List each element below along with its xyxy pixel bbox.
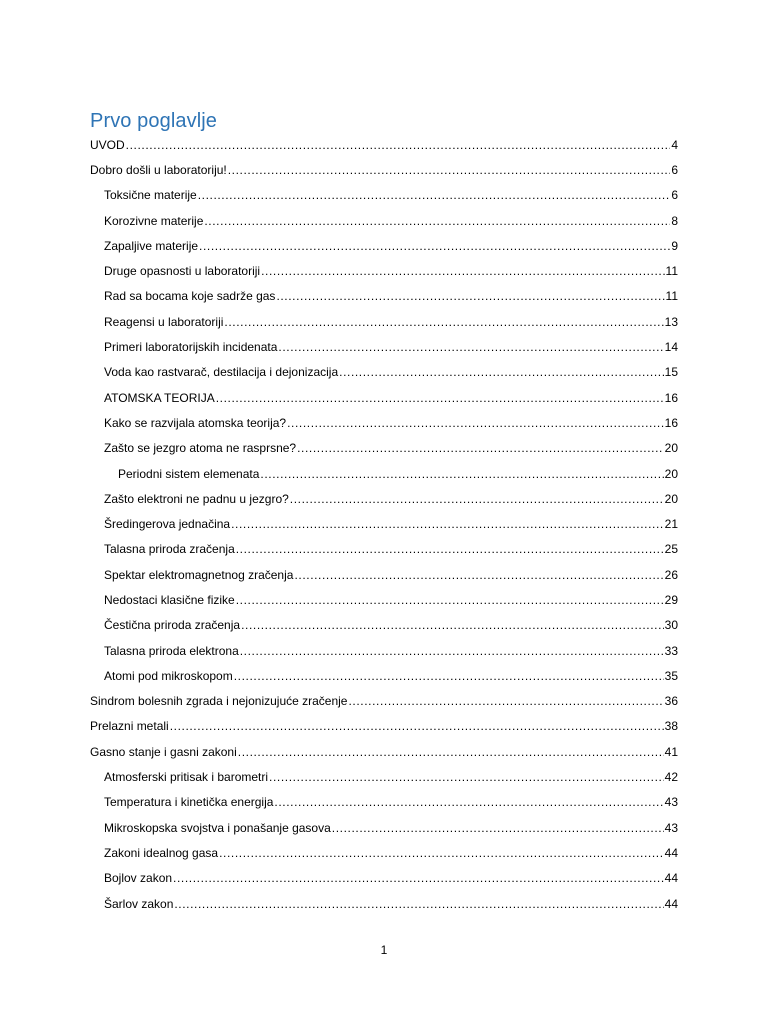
toc-dot-leader xyxy=(278,340,663,354)
toc-entry-link[interactable] xyxy=(104,436,678,461)
toc-entry xyxy=(0,461,768,486)
toc-entry-link[interactable] xyxy=(90,157,678,182)
toc-dot-leader xyxy=(348,694,663,708)
toc-entry-title: Toksične materije xyxy=(104,188,197,203)
toc-entry-page-number: 9 xyxy=(671,238,678,253)
toc-entry xyxy=(0,739,768,764)
toc-dot-leader xyxy=(174,897,663,911)
toc-entry-link[interactable] xyxy=(104,486,678,511)
toc-dot-leader xyxy=(173,871,664,885)
toc-entry-link[interactable] xyxy=(104,537,678,562)
toc-entry-title: Čestična priroda zračenja xyxy=(104,618,241,633)
toc-entry xyxy=(0,385,768,410)
toc-entry-title: Gasno stanje i gasni zakoni xyxy=(90,744,237,759)
toc-entry xyxy=(0,157,768,182)
toc-dot-leader xyxy=(269,770,664,784)
toc-entry xyxy=(0,233,768,258)
toc-entry-title: Prelazni metali xyxy=(90,719,169,734)
toc-entry-link[interactable] xyxy=(104,613,678,638)
toc-entry-link[interactable] xyxy=(90,132,678,157)
toc-entry-title: Mikroskopska svojstva i ponašanje gasova xyxy=(104,820,331,835)
toc-dot-leader xyxy=(290,492,664,506)
toc-entry-title: Temperatura i kinetička energija xyxy=(104,795,274,810)
toc-entry xyxy=(0,790,768,815)
toc-entry-title: Primeri laboratorijskih incidenata xyxy=(104,340,278,355)
toc-entry xyxy=(0,511,768,536)
toc-dot-leader xyxy=(287,416,664,430)
toc-dot-leader xyxy=(274,795,663,809)
toc-dot-leader xyxy=(294,568,663,582)
toc-entry-page-number: 36 xyxy=(664,694,678,709)
toc-entry-link[interactable] xyxy=(104,183,678,208)
toc-entry xyxy=(0,638,768,663)
toc-entry-page-number: 29 xyxy=(664,592,678,607)
toc-entry xyxy=(0,815,768,840)
toc-entry-link[interactable] xyxy=(104,638,678,663)
toc-entry-link[interactable] xyxy=(104,663,678,688)
toc-dot-leader xyxy=(204,214,670,228)
toc-entry xyxy=(0,714,768,739)
toc-entry-title: Šredingerova jednačina xyxy=(104,517,231,532)
toc-entry-title: UVOD xyxy=(90,137,125,152)
toc-entry xyxy=(0,663,768,688)
toc-entry-title: Zakoni idealnog gasa xyxy=(104,845,219,860)
toc-dot-leader xyxy=(332,821,664,835)
toc-entry-link[interactable] xyxy=(118,461,678,486)
toc-entry-page-number: 41 xyxy=(664,744,678,759)
toc-entry-page-number: 6 xyxy=(671,188,678,203)
toc-heading: Prvo poglavlje xyxy=(90,110,218,132)
toc-entry-title: Spektar elektromagnetnog zračenja xyxy=(104,567,294,582)
toc-entry xyxy=(0,587,768,612)
toc-entry-link[interactable] xyxy=(104,511,678,536)
toc-entry-title: Atmosferski pritisak i barometri xyxy=(104,770,269,785)
toc-dot-leader xyxy=(224,315,663,329)
toc-entry xyxy=(0,866,768,891)
toc-dot-leader xyxy=(199,239,670,253)
toc-entry-title: Talasna priroda zračenja xyxy=(104,542,235,557)
toc-entry-page-number: 43 xyxy=(664,820,678,835)
toc-dot-leader xyxy=(228,163,671,177)
toc-entry-link[interactable] xyxy=(104,385,678,410)
toc-entry-page-number: 15 xyxy=(664,365,678,380)
toc-entry-page-number: 30 xyxy=(664,618,678,633)
toc-entry-link[interactable] xyxy=(90,714,678,739)
toc-dot-leader xyxy=(198,188,671,202)
toc-dot-leader xyxy=(276,289,664,303)
toc-entry-page-number: 20 xyxy=(664,441,678,456)
toc-entry xyxy=(0,891,768,916)
toc-entry-page-number: 44 xyxy=(664,896,678,911)
toc-entry-title: Bojlov zakon xyxy=(104,871,173,886)
toc-entry xyxy=(0,537,768,562)
toc-entry-page-number: 38 xyxy=(664,719,678,734)
toc-entry xyxy=(0,183,768,208)
toc-entry-title: Nedostaci klasične fizike xyxy=(104,592,235,607)
toc-entry-page-number: 6 xyxy=(671,162,678,177)
toc-entry-page-number: 42 xyxy=(664,770,678,785)
toc-entry xyxy=(0,284,768,309)
toc-entry-page-number: 26 xyxy=(664,567,678,582)
toc-entry-link[interactable] xyxy=(104,360,678,385)
toc-entry xyxy=(0,840,768,865)
toc-dot-leader xyxy=(216,391,664,405)
toc-entry-link[interactable] xyxy=(104,587,678,612)
toc-entry-title: Reagensi u laboratoriji xyxy=(104,314,224,329)
toc-entry-page-number: 13 xyxy=(664,314,678,329)
toc-dot-leader xyxy=(219,846,664,860)
toc-entry-link[interactable] xyxy=(104,562,678,587)
toc-dot-leader xyxy=(241,618,664,632)
toc-entry-link[interactable] xyxy=(104,815,678,840)
toc-entry-page-number: 35 xyxy=(664,668,678,683)
toc-dot-leader xyxy=(238,745,664,759)
toc-entry xyxy=(0,689,768,714)
toc-entry-link[interactable] xyxy=(104,840,678,865)
toc-dot-leader xyxy=(339,365,664,379)
toc-entry-link[interactable] xyxy=(104,208,678,233)
toc-entry-page-number: 11 xyxy=(665,264,678,279)
toc-dot-leader xyxy=(170,719,664,733)
toc-entry-link[interactable] xyxy=(104,764,678,789)
toc-entry xyxy=(0,410,768,435)
toc-entry-link[interactable] xyxy=(104,866,678,891)
toc-entry-title: Voda kao rastvarač, destilacija i dejonizacija xyxy=(104,365,339,380)
toc-entry-page-number: 25 xyxy=(664,542,678,557)
toc-entry xyxy=(0,562,768,587)
toc-dot-leader xyxy=(126,138,671,152)
toc-entry-page-number: 16 xyxy=(664,415,678,430)
toc-dot-leader xyxy=(236,542,664,556)
toc-entry-link[interactable] xyxy=(104,790,678,815)
toc-entry xyxy=(0,258,768,283)
toc-dot-leader xyxy=(231,517,664,531)
toc-entry-link[interactable] xyxy=(90,689,678,714)
toc-entry-page-number: 8 xyxy=(671,213,678,228)
toc-dot-leader xyxy=(297,441,664,455)
toc-entry-title: Zašto se jezgro atoma ne rasprsne? xyxy=(104,441,297,456)
toc-entry-title: Kako se razvijala atomska teorija? xyxy=(104,415,287,430)
toc-entry-page-number: 11 xyxy=(665,289,678,304)
toc-entry-title: Korozivne materije xyxy=(104,213,204,228)
toc-entry xyxy=(0,436,768,461)
toc-entry-page-number: 44 xyxy=(664,871,678,886)
toc-entry-page-number: 4 xyxy=(671,137,678,152)
toc-entry-page-number: 14 xyxy=(664,340,678,355)
toc-entry-page-number: 44 xyxy=(664,845,678,860)
toc-entry xyxy=(0,613,768,638)
toc-entry xyxy=(0,764,768,789)
toc-entry-title: Rad sa bocama koje sadrže gas xyxy=(104,289,276,304)
toc-dot-leader xyxy=(260,467,663,481)
toc-entry-title: Atomi pod mikroskopom xyxy=(104,668,233,683)
toc-dot-leader xyxy=(240,644,664,658)
toc-entry-title: Dobro došli u laboratoriju! xyxy=(90,162,227,177)
toc-entry xyxy=(0,309,768,334)
toc-entry-page-number: 33 xyxy=(664,643,678,658)
toc-entry xyxy=(0,334,768,359)
toc-entry-page-number: 16 xyxy=(664,390,678,405)
toc-entry-title: Druge opasnosti u laboratoriji xyxy=(104,264,261,279)
toc-entry-link[interactable] xyxy=(90,739,678,764)
toc-entry-link[interactable] xyxy=(104,284,678,309)
toc-entry-title: Sindrom bolesnih zgrada i nejonizujuće zračenje xyxy=(90,694,348,709)
toc-entry-title: Šarlov zakon xyxy=(104,896,174,911)
toc-dot-leader xyxy=(236,593,664,607)
toc-entry-link[interactable] xyxy=(104,410,678,435)
toc-entry-title: Periodni sistem elemenata xyxy=(118,466,260,481)
toc-entry xyxy=(0,132,768,157)
toc-dot-leader xyxy=(234,669,664,683)
toc-entry-page-number: 20 xyxy=(664,466,678,481)
toc-entry-link[interactable] xyxy=(104,309,678,334)
toc-dot-leader xyxy=(261,264,664,278)
toc-entry-link[interactable] xyxy=(104,891,678,916)
toc-entry-page-number: 43 xyxy=(664,795,678,810)
toc-entry xyxy=(0,486,768,511)
toc-entry-link[interactable] xyxy=(104,334,678,359)
toc-entry-title: ATOMSKA TEORIJA xyxy=(104,390,215,405)
toc-entry xyxy=(0,360,768,385)
toc-entry-title: Zapaljive materije xyxy=(104,238,199,253)
page-number: 1 xyxy=(380,943,388,957)
table-of-contents xyxy=(0,132,768,916)
toc-entry-page-number: 20 xyxy=(664,491,678,506)
toc-entry xyxy=(0,208,768,233)
toc-entry-title: Zašto elektroni ne padnu u jezgro? xyxy=(104,491,289,506)
toc-entry-link[interactable] xyxy=(104,233,678,258)
toc-entry-page-number: 21 xyxy=(664,517,678,532)
toc-entry-title: Talasna priroda elektrona xyxy=(104,643,239,658)
toc-entry-link[interactable] xyxy=(104,258,678,283)
